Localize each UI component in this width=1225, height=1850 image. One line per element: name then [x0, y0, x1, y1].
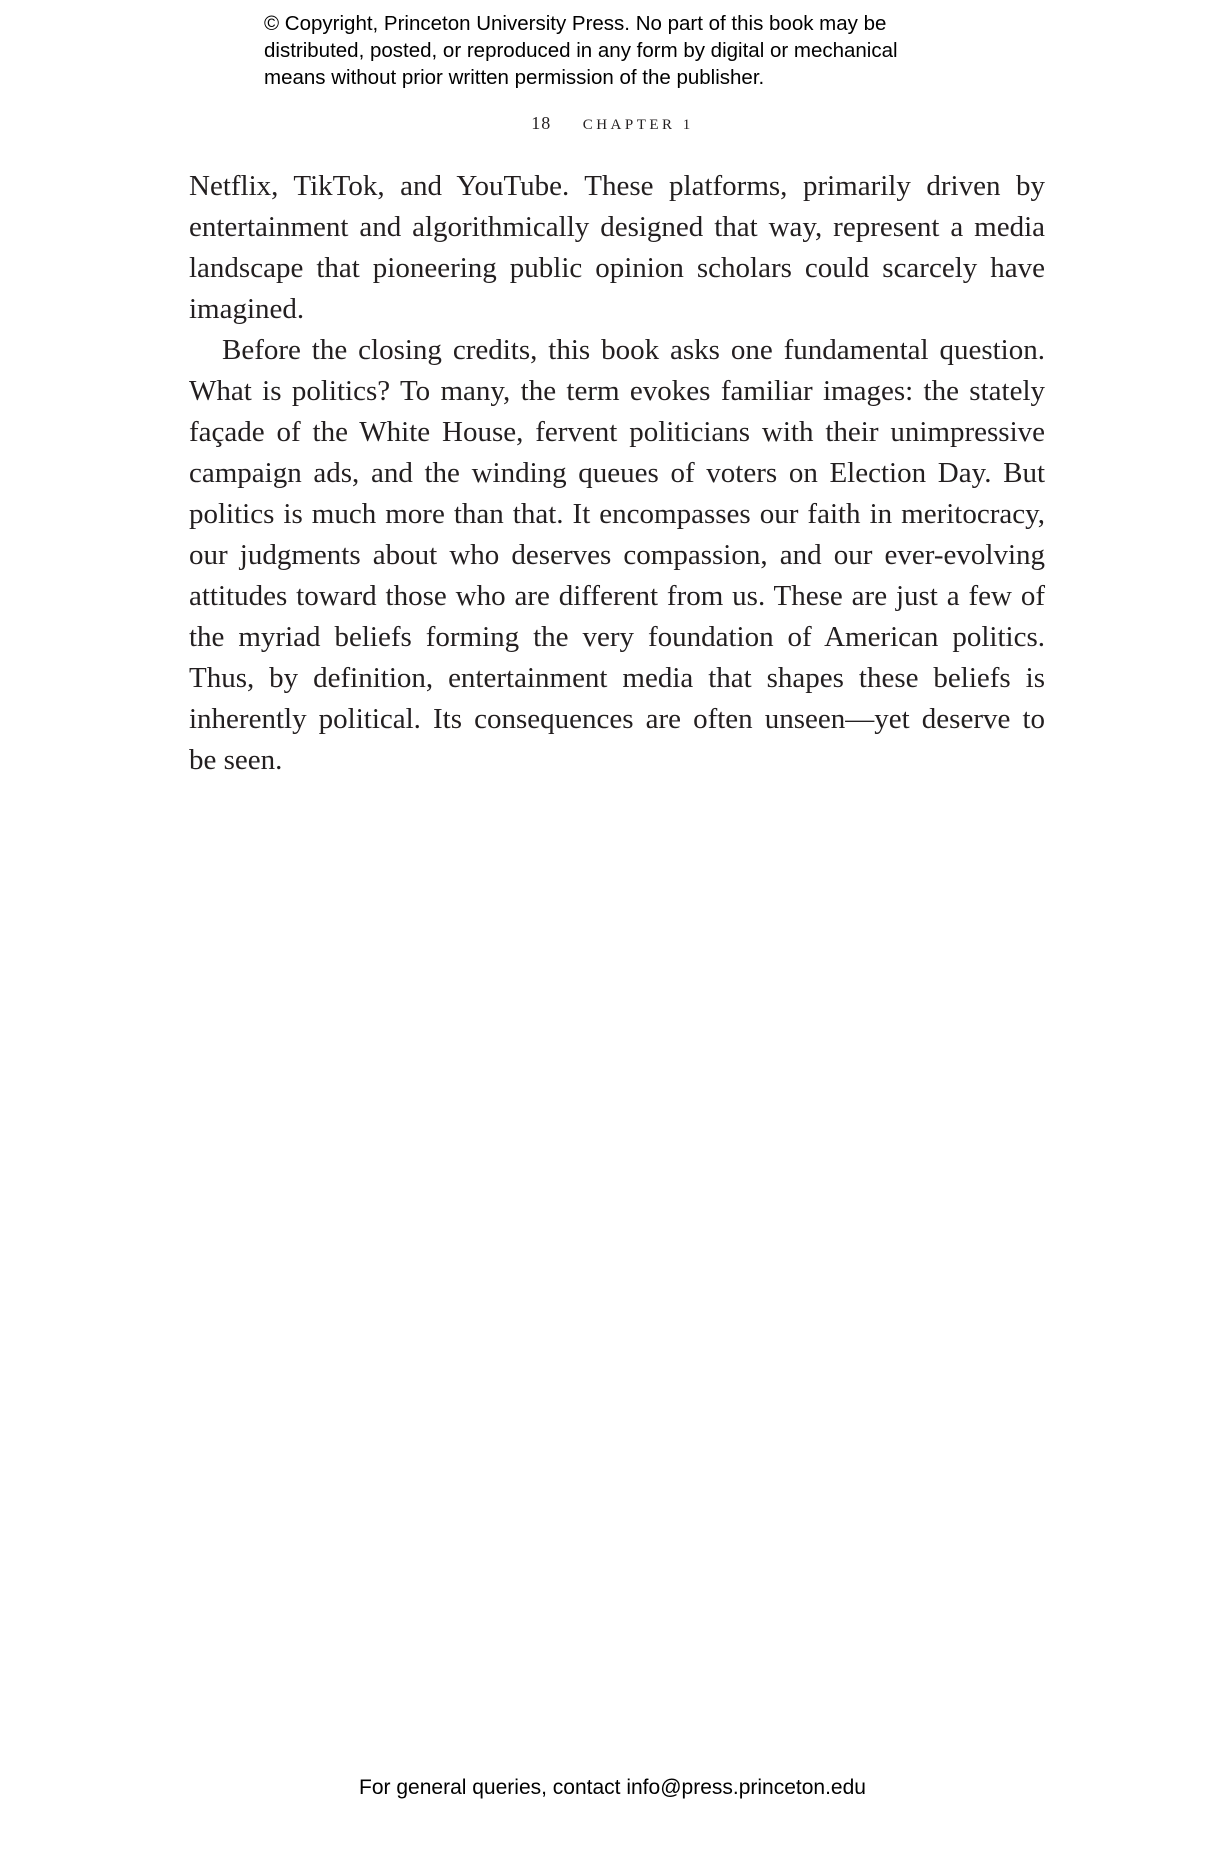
text-line: Netflix, TikTok, and YouTube. These platforms, primarily driven by	[189, 170, 1045, 202]
text-line: façade of the White House, fervent politicians with their unimpressive	[189, 416, 1045, 448]
text-line: the myriad beliefs forming the very foundation of American politics.	[189, 621, 1045, 653]
text-line: politics is much more than that. It encompasses our faith in meritocracy,	[189, 498, 1045, 530]
page-number: 18	[531, 113, 552, 133]
paragraph-2	[189, 330, 1045, 781]
paragraph-1	[189, 166, 1045, 330]
text-line: campaign ads, and the winding queues of voters on Election Day. But	[189, 457, 1045, 489]
copyright-notice	[264, 10, 984, 91]
footer-contact: For general queries, contact info@press.princeton.edu	[359, 1776, 866, 1799]
copyright-line: means without prior written permission of the publisher.	[264, 66, 765, 89]
text-line: landscape that pioneering public opinion scholars could scarcely have	[189, 252, 1045, 284]
body-text	[189, 166, 1045, 781]
running-head	[0, 113, 1225, 134]
text-line: entertainment and algorithmically designed that way, represent a media	[189, 211, 1045, 243]
text-line: our judgments about who deserves compassion, and our ever-evolving	[189, 539, 1045, 571]
text-line: inherently political. Its consequences are often unseen—yet deserve to	[189, 703, 1045, 735]
text-line: imagined.	[189, 293, 305, 325]
text-line: What is politics? To many, the term evokes familiar images: the stately	[189, 375, 1045, 407]
text-line: Thus, by definition, entertainment media that shapes these beliefs is	[189, 662, 1045, 694]
text-line: attitudes toward those who are different from us. These are just a few of	[189, 580, 1045, 612]
text-line: be seen.	[189, 744, 283, 776]
text-line: Before the closing credits, this book asks one fundamental question.	[222, 334, 1045, 366]
copyright-line: © Copyright, Princeton University Press. No part of this book may be	[264, 12, 887, 35]
chapter-label: CHAPTER 1	[582, 117, 694, 133]
copyright-line: distributed, posted, or reproduced in any form by digital or mechanical	[264, 39, 898, 62]
